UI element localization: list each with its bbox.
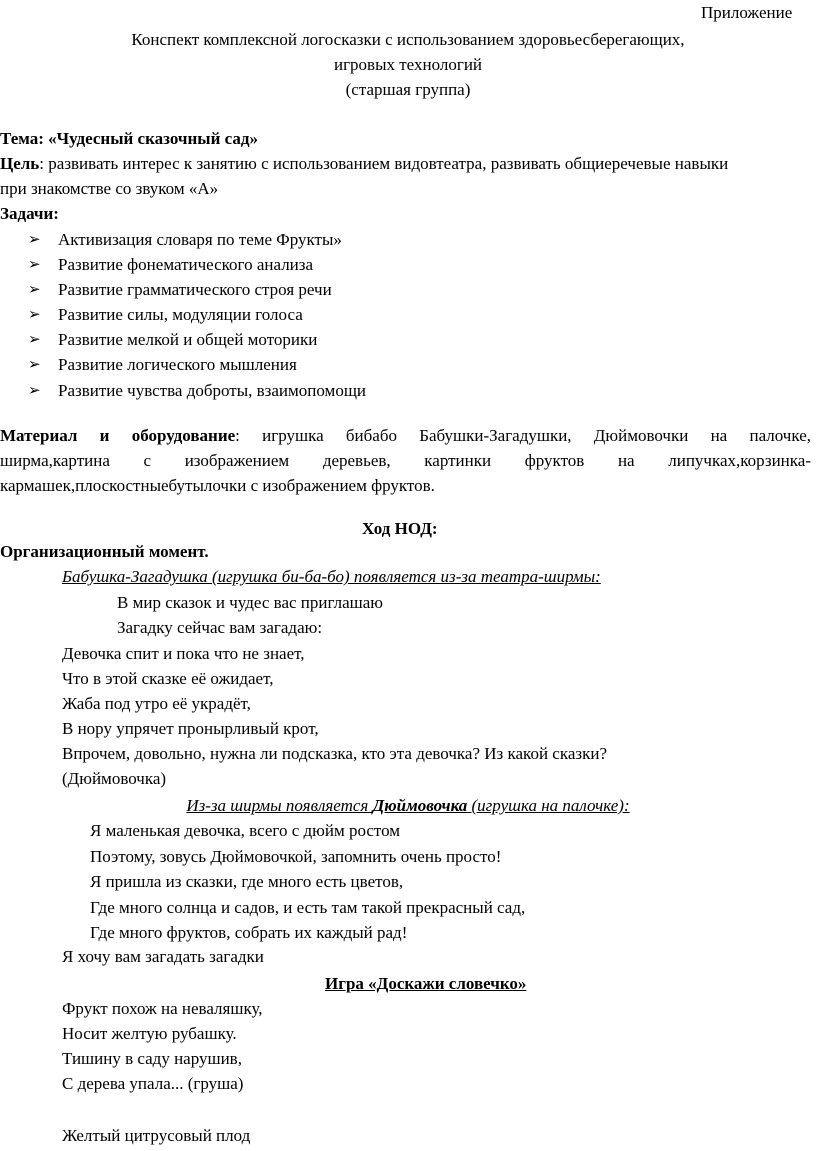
appendix-label: Приложение: [701, 3, 793, 22]
arrow-bullet-icon: ➢: [28, 383, 41, 399]
topic-line: [0, 128, 258, 150]
title-line-3: (старшая группа): [345, 80, 471, 99]
materials-line-1: [0, 425, 811, 447]
thumbelina-poem-line: Я маленькая девочка, всего с дюйм ростом: [90, 821, 401, 840]
arrow-bullet-icon: ➢: [28, 282, 41, 298]
title-line-1: Конспект комплексной логосказки с использованием здоровьесберегающих,: [131, 30, 685, 49]
thumbelina-poem-line: Я пришла из сказки, где много есть цветов,: [90, 872, 404, 891]
riddle-pear-line: Носит желтую рубашку.: [62, 1024, 237, 1043]
thumbelina-name: Дюймовочка: [372, 796, 468, 815]
arrow-bullet-icon: ➢: [28, 307, 41, 323]
task-item: Развитие мелкой и общей моторики: [58, 330, 318, 349]
goal-text-1: : развивать интерес к занятию с использованием видовтеатра, развивать общиеречевые навыки: [39, 154, 729, 173]
task-item: Развитие грамматического строя речи: [58, 280, 332, 299]
materials-label: Материал и оборудование: [0, 426, 236, 445]
riddle-pear-line: Тишину в саду нарушив,: [62, 1049, 242, 1068]
riddle-answer: (Дюймовочка): [62, 769, 167, 788]
riddle-line: Жаба под утро её украдёт,: [62, 694, 251, 713]
arrow-bullet-icon: ➢: [28, 232, 41, 248]
goal-line-1: [0, 153, 728, 175]
task-item: Развитие фонематического анализа: [58, 255, 314, 274]
riddle-pear-line: С дерева упала... (груша): [62, 1074, 244, 1093]
task-item: Активизация словаря по теме Фрукты»: [58, 230, 342, 249]
riddle-line: Девочка спит и пока что не знает,: [62, 644, 305, 663]
tasks-label: Задачи:: [0, 204, 59, 223]
direction-part-2: (игрушка на палочке):: [467, 796, 630, 815]
org-moment-heading: Организационный момент.: [0, 542, 209, 561]
thumbelina-stage-direction: [0, 795, 816, 817]
goal-line-2: при знакомстве со звуком «А»: [0, 179, 219, 198]
materials-line-2: ширма,картина с изображением деревьев, картинки фруктов на липучках,корзинка-: [0, 451, 811, 470]
task-item: Развитие чувства доброты, взаимопомощи: [58, 381, 367, 400]
materials-text-1: : игрушка бибабо Бабушки-Загадушки, Дюймовочки на палочке,: [235, 426, 811, 445]
riddle-intro-line: Загадку сейчас вам загадаю:: [117, 618, 323, 637]
title-line-2: игровых технологий: [333, 55, 483, 74]
arrow-bullet-icon: ➢: [28, 357, 41, 373]
thumbelina-poem-line: Где много фруктов, собрать их каждый рад!: [90, 923, 408, 942]
topic-label: Тема:: [0, 129, 44, 148]
babushka-stage-direction: Бабушка-Загадушка (игрушка би-ба-бо) появляется из-за театра-ширмы:: [62, 567, 601, 586]
goal-label: Цель: [0, 154, 40, 173]
riddle-line: В нору упрячет пронырливый крот,: [62, 719, 319, 738]
riddle-pear-line: Фрукт похож на неваляшку,: [62, 999, 263, 1018]
lesson-heading: Ход НОД:: [362, 519, 438, 538]
arrow-bullet-icon: ➢: [28, 257, 41, 273]
riddle-intro-line: В мир сказок и чудес вас приглашаю: [117, 593, 383, 612]
materials-line-3: кармашек,плоскостныебутылочки с изображением фруктов.: [0, 476, 435, 495]
thumbelina-poem-line: Поэтому, зовусь Дюймовочкой, запомнить очень просто!: [90, 847, 502, 866]
arrow-bullet-icon: ➢: [28, 332, 41, 348]
task-item: Развитие логического мышления: [58, 355, 297, 374]
thumbelina-poem-line: Где много солнца и садов, и есть там такой прекрасный сад,: [90, 898, 526, 917]
game-title: Игра «Доскажи словечко»: [325, 974, 527, 993]
task-item: Развитие силы, модуляции голоса: [58, 305, 303, 324]
riddle-line: Что в этой сказке её ожидает,: [62, 669, 274, 688]
topic-value: «Чудесный сказочный сад»: [48, 129, 258, 148]
riddle-line: Впрочем, довольно, нужна ли подсказка, кто эта девочка? Из какой сказки?: [62, 744, 607, 763]
direction-part-1: Из-за ширмы появляется: [186, 796, 373, 815]
riddle-lemon-line: Желтый цитрусовый плод: [62, 1126, 251, 1145]
riddles-intro: Я хочу вам загадать загадки: [62, 947, 264, 966]
